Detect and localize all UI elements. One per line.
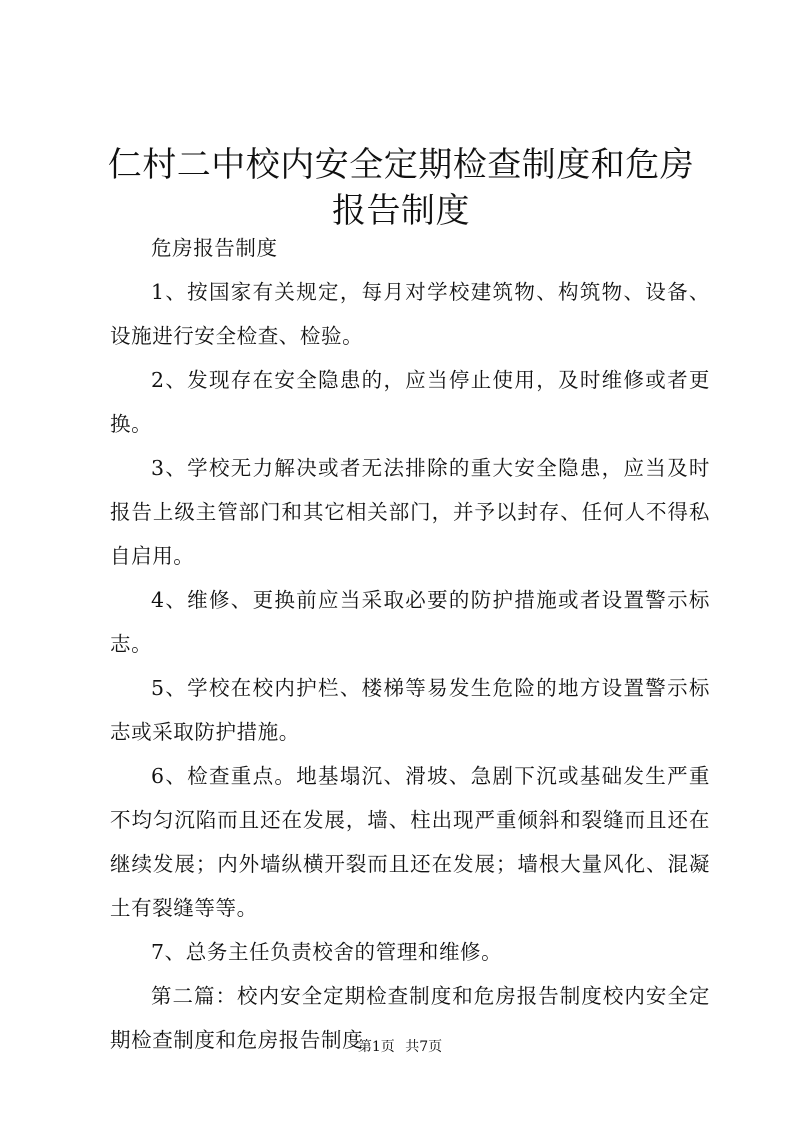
paragraph: 6、检查重点。地基塌沉、滑坡、急剧下沉或基础发生严重不均匀沉陷而且还在发展，墙、柱出现严重倾斜和裂缝而且还在继续发展；内外墙纵横开裂而且还在发展；墙根大量风化、混凝土有裂缝等等。 bbox=[110, 764, 710, 920]
paragraph: 第二篇：校内安全定期检查制度和危房报告制度校内安全定期检查制度和危房报告制度 bbox=[110, 984, 710, 1052]
page-footer bbox=[0, 1037, 800, 1057]
paragraph: 4、维修、更换前应当采取必要的防护措施或者设置警示标志。 bbox=[110, 588, 710, 656]
paragraph: 7、总务主任负责校舍的管理和维修。 bbox=[151, 940, 503, 964]
paragraph: 1、按国家有关规定，每月对学校建筑物、构筑物、设备、设施进行安全检查、检验。 bbox=[110, 280, 710, 348]
document-title: 仁村二中校内安全定期检查制度和危房报告制度 bbox=[107, 145, 695, 231]
page-number-current: 第1页 bbox=[357, 1039, 395, 1055]
paragraph: 2、发现存在安全隐患的，应当停止使用，及时维修或者更换。 bbox=[110, 368, 710, 436]
document-body bbox=[110, 226, 710, 1062]
paragraph: 5、学校在校内护栏、楼梯等易发生危险的地方设置警示标志或采取防护措施。 bbox=[110, 676, 710, 744]
page-number-total: 共7页 bbox=[405, 1039, 443, 1055]
paragraph: 危房报告制度 bbox=[151, 236, 278, 260]
paragraph: 3、学校无力解决或者无法排除的重大安全隐患，应当及时报告上级主管部门和其它相关部门，并予以封存、任何人不得私自启用。 bbox=[110, 456, 710, 568]
